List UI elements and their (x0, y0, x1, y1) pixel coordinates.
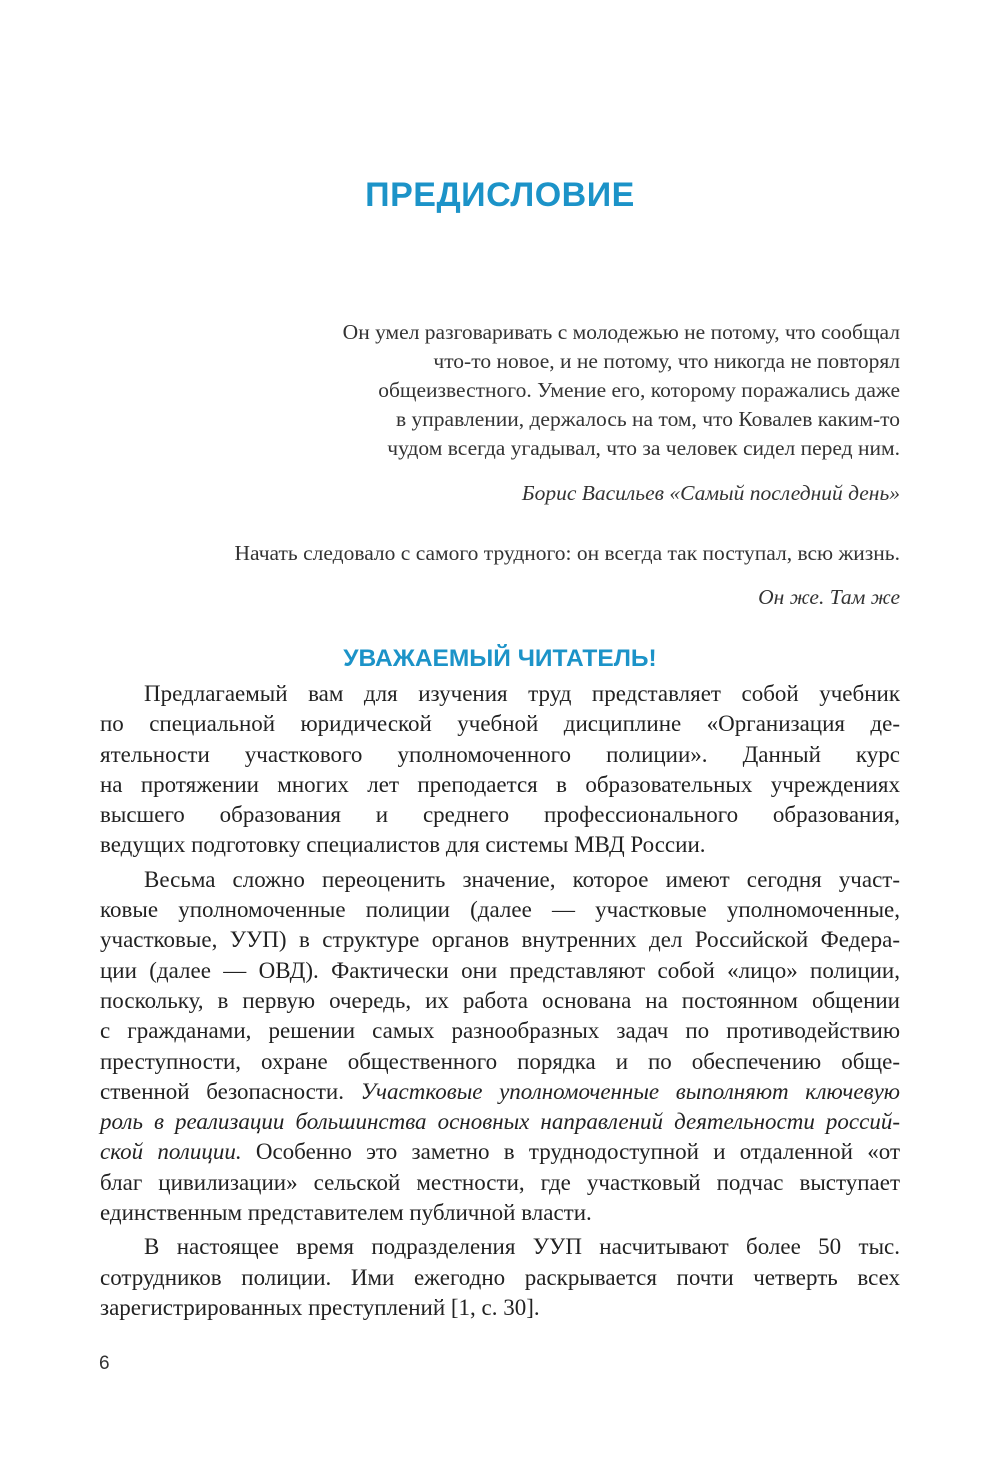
paragraph (100, 1232, 900, 1323)
epigraph-text (100, 539, 900, 568)
epigraph (100, 539, 900, 612)
epigraph (100, 318, 900, 508)
epigraph-text (100, 318, 900, 463)
text-line (100, 1077, 900, 1107)
paragraph (100, 679, 900, 861)
epigraph-attribution: Он же. Там же (758, 585, 900, 609)
text-line: участковые, УУП) в структуре органов внутренних дел Российской Федера- (100, 927, 900, 953)
emphasis-text: роль в реализации большинства основных направлений деятельности россий- (100, 1109, 900, 1135)
emphasis-text: Участковые уполномоченные выполняют ключевую (360, 1078, 900, 1104)
text-line: преступности, охране общественного порядка и по обеспечению обще- (100, 1048, 900, 1074)
text-line: В настоящее время подразделения УУП насчитывают более 50 тыс. (144, 1234, 900, 1260)
epigraph-line: что-то новое, и не потому, что никогда не повторял (433, 349, 900, 373)
epigraph-line: в управлении, держалось на том, что Ковалев каким-то (396, 407, 900, 431)
text-line: благ цивилизации» сельской местности, где участковый подчас выступает (100, 1169, 900, 1195)
text-line: Весьма сложно переоценить значение, которое имеют сегодня участ- (144, 866, 900, 892)
text-line: Предлагаемый вам для изучения труд представляет собой учебник (144, 681, 900, 706)
text-run: Особенно это заметно в труднодоступной и отдаленной «от (255, 1139, 900, 1165)
text-line: сотрудников полиции. Ими ежегодно раскрывается почти четверть всех (100, 1264, 900, 1290)
text-line (100, 1137, 900, 1167)
page-title: ПРЕДИСЛОВИЕ (365, 176, 635, 214)
text-line (100, 1107, 900, 1137)
text-line: высшего образования и среднего профессионального образования, (100, 802, 900, 828)
text-line: ятельности участкового уполномоченного полиции». Данный курс (100, 741, 900, 767)
body-text (100, 679, 900, 1327)
epigraph-line: Он умел разговаривать с молодежью не потому, что сообщал (342, 320, 900, 344)
page-number: 6 (99, 1353, 110, 1374)
text-line: ведущих подготовку специалистов для системы МВД России. (100, 832, 706, 858)
epigraph-line: общеизвестного. Умение его, которому поражались даже (378, 378, 900, 402)
epigraph-line: чудом всегда угадывал, что за человек сидел перед ним. (387, 436, 900, 460)
text-line: на протяжении многих лет преподается в образовательных учреждениях (100, 771, 900, 797)
epigraph-attribution: Борис Васильев «Самый последний день» (521, 481, 900, 505)
text-run: ственной безопасности. (100, 1078, 344, 1104)
text-line: поскольку, в первую очередь, их работа основана на постоянном общении (100, 987, 900, 1013)
section-heading: УВАЖАЕМЫЙ ЧИТАТЕЛЬ! (343, 645, 657, 672)
text-line: с гражданами, решении самых разнообразных задач по противодействию (100, 1018, 900, 1044)
emphasis-text: ской полиции. (100, 1139, 242, 1165)
text-line: ции (далее — ОВД). Фактически они представляют собой «лицо» полиции, (100, 957, 900, 983)
text-line: по специальной юридической учебной дисциплине «Организация де- (100, 711, 900, 737)
text-line: зарегистрированных преступлений [1, с. 30]. (100, 1294, 540, 1320)
text-line: ковые уполномоченные полиции (далее — участковые уполномоченные, (100, 897, 900, 923)
text-line: единственным представителем публичной власти. (100, 1200, 592, 1226)
paragraph (100, 865, 900, 1229)
epigraph-line: Начать следовало с самого трудного: он всегда так поступал, всю жизнь. (234, 541, 900, 565)
